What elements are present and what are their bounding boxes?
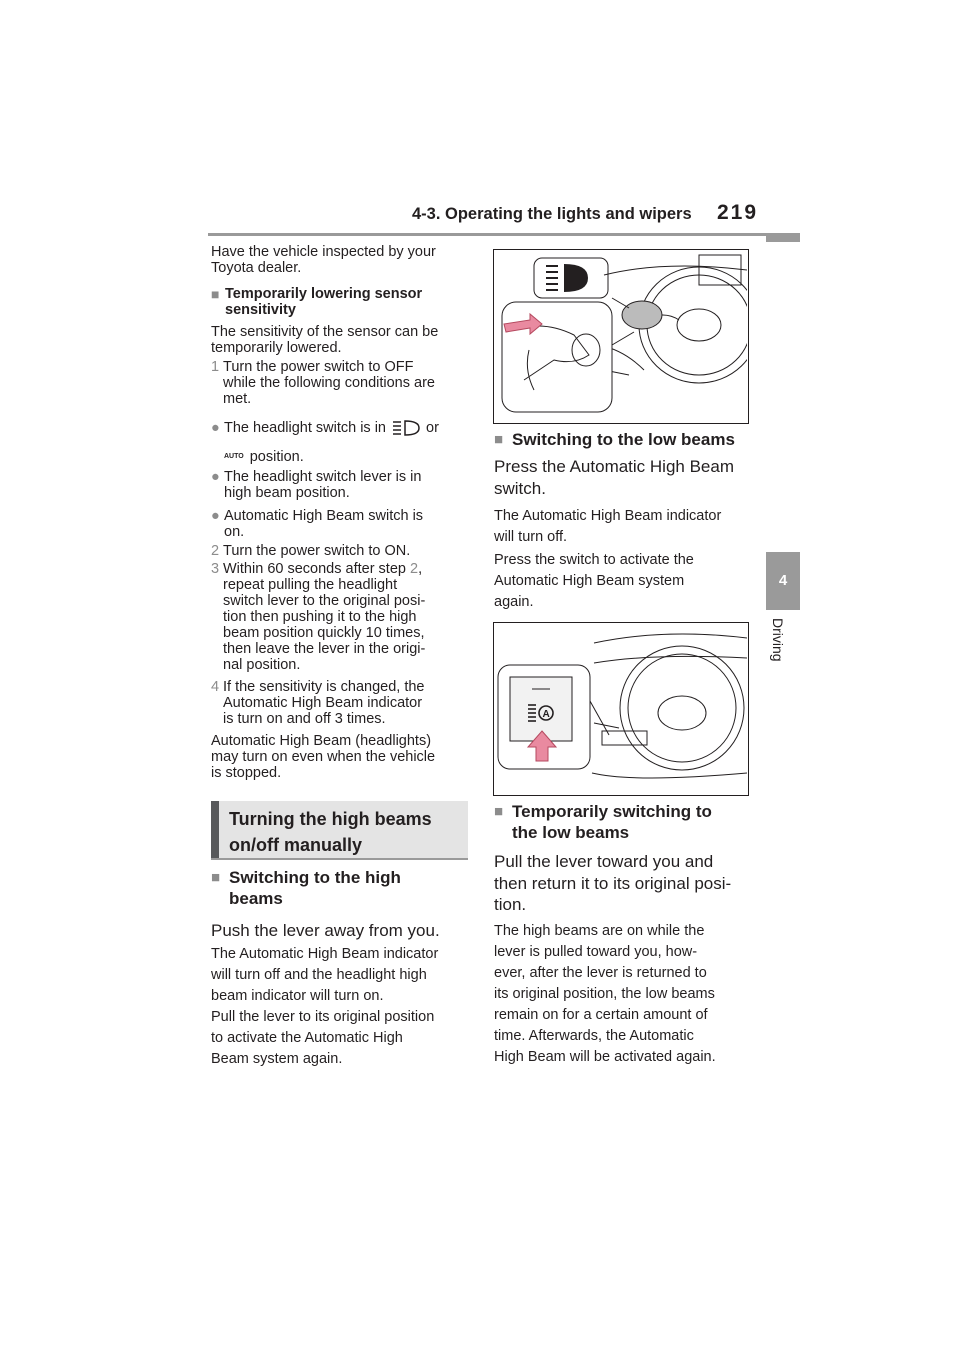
step-reference: 2 <box>410 561 419 577</box>
ahb-switch-drawing <box>494 623 747 794</box>
temp-low-beams-lead: Pull the lever toward you and then return it to its original posi- tion. <box>494 852 732 914</box>
step-4: 4 If the sensitivity is changed, the Automatic High Beam indicator is turn on and off 3 times. <box>211 679 425 727</box>
headlight-beam-icon <box>390 419 422 437</box>
intro-text: Have the vehicle inspected by your Toyota dealer. <box>211 244 436 276</box>
low-beams-text-1: The Automatic High Beam indicator will turn off. <box>494 508 722 545</box>
high-beams-text-1: The Automatic High Beam indicator will turn off and the headlight high beam indicator will turn on. <box>211 946 439 1004</box>
section-heading-rule <box>211 858 468 860</box>
subheading-sensitivity: ■ Temporarily lowering sensor sensitivity <box>211 286 423 318</box>
square-bullet-icon: ■ <box>494 803 504 820</box>
step-2: 2 Turn the power switch to ON. <box>211 543 411 559</box>
round-bullet-icon: ● <box>211 420 220 436</box>
header-rule <box>208 233 800 236</box>
round-bullet-icon: ● <box>211 469 220 485</box>
side-tab-top <box>766 234 800 242</box>
low-beams-text-2: Press the switch to activate the Automatic High Beam system again. <box>494 552 694 610</box>
step-number: 4 <box>211 679 220 695</box>
temp-low-beams-text: The high beams are on while the lever is pulled toward you, how- ever, after the lever is returned to its original position, the low beams remain on for a certain amount of time. Afterwards, the Automatic High Beam will be activated again. <box>494 923 716 1065</box>
high-beams-lead: Push the lever away from you. <box>211 921 440 940</box>
high-beams-text-2: Pull the lever to its original position to activate the Automatic High Beam system again. <box>211 1009 435 1067</box>
square-bullet-icon: ■ <box>494 431 504 448</box>
section-title: 4-3. Operating the lights and wipers <box>412 205 692 223</box>
round-bullet-icon: ● <box>211 508 220 524</box>
square-bullet-icon: ■ <box>211 286 220 302</box>
step-number: 3 <box>211 561 220 577</box>
step-3: 3 Within 60 seconds after step 2, repeat pulling the headlight switch lever to the original posi- tion then pushing it to the high beam position quickly 10 times, then leave the lever in the origi- nal position. <box>211 561 426 673</box>
bullet-headlight-switch: ● The headlight switch is in or AUTO position. <box>211 420 439 465</box>
subheading-high-beams: ■ Switching to the high beams <box>211 868 401 908</box>
page-number: 219 <box>717 201 759 224</box>
chapter-number-tab: 4 <box>766 552 800 610</box>
ahb-switch-illustration <box>493 622 749 796</box>
low-beams-lead: Press the Automatic High Beam switch. <box>494 457 735 498</box>
subheading-temp-low-beams: ■ Temporarily switching to the low beams <box>494 802 712 842</box>
square-bullet-icon: ■ <box>211 869 221 886</box>
bullet-ahb-switch: ● Automatic High Beam switch is on. <box>211 508 424 540</box>
auto-icon: AUTO <box>224 453 244 460</box>
ahb-a-glyph: A <box>542 709 550 720</box>
step-1: 1 Turn the power switch to OFF while the following conditions are met. <box>211 359 435 407</box>
bullet-lever-position: ● The headlight switch lever is in high beam position. <box>211 469 422 501</box>
note-text: Automatic High Beam (headlights) may turn on even when the vehicle is stopped. <box>211 733 436 781</box>
section-heading: Turning the high beams on/off manually <box>211 801 468 858</box>
chapter-label: Driving <box>770 618 786 662</box>
lever-push-drawing <box>494 250 747 422</box>
lever-push-illustration <box>493 249 749 424</box>
step-number: 2 <box>211 543 220 559</box>
sensitivity-text: The sensitivity of the sensor can be temporarily lowered. <box>211 324 439 356</box>
step-number: 1 <box>211 359 220 375</box>
subheading-low-beams: ■ Switching to the low beams <box>494 430 735 449</box>
